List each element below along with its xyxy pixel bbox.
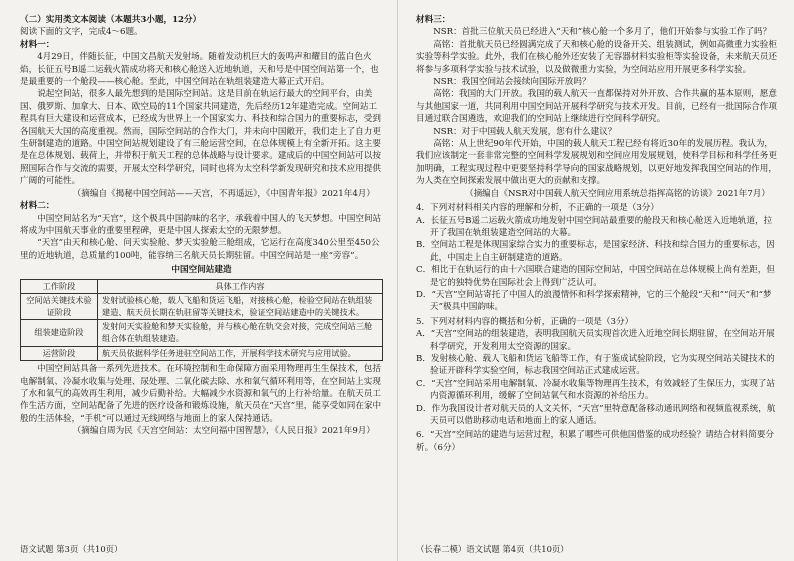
table-title: 中国空间站建造: [171, 265, 232, 276]
question-4-option-a: A．长征五号B遥二运载火箭成功地发射中国空间站最重要的舱段天和核心舱送入近地轨道，拉开了我国在轨组装建造空间站的大幕。: [416, 215, 773, 238]
question-5-option-d: D．作为我国设计者对航天员的人文关怀，“天宫”里特意配备移动通讯网络和视频监视系统，航天员可以借助移动电话和地面上的家人通话。: [416, 403, 776, 426]
question-5: 5．下列对材料内容的概括和分析，正确的一项是（3分）: [416, 316, 634, 327]
section-heading: （二）实用类文本阅读（本题共3小题，12分）: [20, 15, 202, 25]
table-cell-stage: 运营阶段: [21, 346, 98, 361]
table-row: [21, 346, 383, 361]
table-row: [21, 320, 383, 346]
instruction: 阅读下面的文字，完成4～6题。: [20, 27, 143, 38]
page-footer-left: 语文试题 第3页（共10页）: [20, 543, 123, 554]
table-header-row: [21, 279, 383, 294]
interview-line: NSR：首批三位航天员已经进入“天和”核心舱一个多月了，他们开始参与实验工作了吗？: [433, 27, 772, 38]
table-cell-content: 发射问天实验舱和梦天实验舱，并与核心舱在轨交会对接，完成空间站三舱组合体在轨组装建造。: [98, 320, 383, 346]
page-footer-right: （长春二模）语文试题 第4页（共10页）: [416, 543, 569, 554]
interview-line: 高铭：首批航天员已经圆满完成了天和核心舱的设备开关、组装测试，例如高微重力实验柜实验等科学实验。此外，我们在核心舱外还安装了无容器材料实验柜等实验设备，未来航天员还将参与多项科学实验与技术试验，以及做微重力实验，为空间站应用开展更多科学实验。: [416, 39, 777, 75]
question-4-option-c: C．相比于在轨运行的由十六国联合建造的国际空间站，中国空间站在总体规模上尚有差距，但是它的独特优势在国际社会上得到广泛认可。: [416, 265, 775, 288]
material-2-label: 材料二：: [20, 201, 55, 212]
question-5-option-c: C．“天宫”空间站采用电解制氧、冷凝水收集等物理再生技术，有效减轻了生保压力，实现了站内资源循环利用，缓解了空间站氧气和水资源的补给压力。: [416, 378, 776, 402]
material-2-paragraph: 中国空间站名为“天宫”，这个极具中国韵味的名字，承载着中国人的飞天梦想。中国空间站将成为中国航天事业的重要里程碑，更是中国人探索太空的无限梦想。: [20, 213, 382, 236]
material-2-paragraph: “天宫”由天和核心舱、问天实验舱、梦天实验舱三舱组成，它运行在高度340公里至450公里的近地轨道，总质量约100吨，能容纳三名航天员长期驻留。中国空间站是一座“旁容”。: [20, 238, 380, 261]
material-1-source: （摘编自《揭秘中国空间站——天宫，不再遥远》，《中国青年报》2021年4月）: [72, 188, 375, 199]
table-cell-stage: 空间站关键技术验证阶段: [21, 294, 98, 320]
material-2-source: （摘编自周为民《天宫空间站：太空问福中国智慧》，《人民日报》2021年9月）: [72, 426, 375, 437]
interview-line: 高铭：从上世纪90年代开始，中国的载人航天工程已经有将近30年的发展历程。我认为，我们应该制定一套非常完整的空间科学发展规划和空间应用发展规划，使科学目标和科学任务更加明确，工程实现过程中更要坚持科学导向的国家战略规划，以更好地发挥我国空间站的作用，为人类在空间探索发展中做出更大的贡献和支撑。: [416, 139, 777, 187]
table-cell-content: 航天员依据科学任务进驻空间站工作，开展科学技术研究与应用试验。: [98, 346, 383, 361]
question-6: 6．“天宫”空间站的建造与运营过程，积累了哪些可供他国借鉴的成功经验？请结合材料简要分析。（6分）: [416, 430, 775, 453]
table-header-content: 具体工作内容: [98, 279, 383, 294]
table-header-stage: 工作阶段: [21, 279, 98, 294]
material-1-label: 材料一：: [20, 39, 55, 50]
material-1-paragraph: 4月29日，伴随长征，中国文昌航天发射场。随着发动机巨大的轰鸣声和耀目的蓝白色火焰，长征五号B遥二运载火箭成功将天和核心舱送入近地轨道，天和号是中国空间站第一个，也是最重要的一个舱段——核心舱。至此，中国空间站在轨组装建造大幕正式开启。: [20, 52, 379, 88]
table-row: [21, 294, 383, 320]
question-4: 4．下列对材料相关内容的理解和分析，不正确的一项是（3分）: [416, 203, 659, 214]
question-5-option-a: A．“天宫”空间站的组装建造，表明我国航天员实现首次进入近地空间长期驻留，在空间站开展科学研究，开发利用太空资源的国家。: [416, 329, 775, 352]
exam-page-right: [397, 0, 794, 561]
material-2-paragraph: 中国空间站具备一系列先进技术。在环境控制和生命保障方面采用物理再生生保技术，包括电解制氧、冷凝水收集与处理、尿处理、二氧化碳去除、水和氧气循环利用等，在空间站上实现了水和氧气的高效再生利用，减少后勤补给。大幅减少水资源和氧气的上行补给量。在航天员工作生活方面，空间站配备了先进的医疗设备和锻炼设施，航天员在“天宫”里，能享受如同在家中般的生活体验，“手机”可以通过无线网络与地面上的家人保持通话。: [20, 364, 382, 424]
material-3-label: 材料三：: [416, 15, 451, 25]
construction-table: [20, 279, 383, 362]
question-4-option-b: B．空间站工程是体现国家综合实力的重要标志，是国家经济、科技和综合国力的重要标志，因此，中国走上自主研制建造的道路。: [416, 240, 775, 263]
interview-line: NSR：对于中国载人航天发展，您有什么建议？: [433, 126, 617, 137]
table-cell-stage: 组装建造阶段: [21, 320, 98, 346]
interview-line: 高铭：我国的大门开放。我国的载人航天一直都保持对外开放、合作共赢的基本原则，愿意与其他国家一道，共同利用中国空间站开展科学研究与技术开发。目前，已经有一批国际合作项目通过联合国遴选，欢迎我们的空间站上继续进行空间科学研究。: [416, 89, 777, 125]
material-1-paragraph: 说起空间站，很多人最先想到的是国际空间站。这是目前在轨运行最大的空间平台，由美国、俄罗斯、加拿大、日本、欧空局的11个国家共同建造，先后经历12年建造完成。空间站工程具有巨大建设和运营成本，已经成为世界上一个国家实力、科技和综合国力的重要标志，受到各国航天大国的高度重视。然而，国际空间站的合作大门，并未向中国敞开，我们走上了自力更生研制建造的道路。中国空间站规划建设了有三舱运营空间，在总体规模上有全新开拓。这主要是在总体规划、载荷上，并带积于航天工程的总体战略与设计要求。建成后的中国空间站可以按照国际合作与交流的需要，开展太空科学研究，同时也将为太空科学新发现研究和技术应用提供广阔的可能性。: [20, 89, 381, 187]
table-cell-content: 发射试验核心舱，载人飞船和货运飞船，对接核心舱，检验空间站在轨组装建造、航天员长期在轨驻留等关键技术，验证空间站建造中的关键技术。: [98, 294, 383, 320]
interview-line: NSR：我国空间站会接续向国际开放吗？: [433, 77, 591, 88]
material-3-source: （摘编自《NSR对中国载人航天空间应用系统总指挥高铭的访谈》2021年7月）: [464, 188, 770, 199]
question-5-option-b: B．发射核心舱、载人飞船和货运飞船等工作，有于鉴成试验阶段，它为实现空间站关键技术的验证开辟科学实验空间，标志我国空间站正式建成运营。: [416, 353, 775, 377]
question-4-option-d: D．“天宫”空间站寄托了中国人的浪漫情怀和科学探索精神，它的三个舱段“天和”“问天”和“梦天”极具中国韵味。: [416, 289, 772, 313]
